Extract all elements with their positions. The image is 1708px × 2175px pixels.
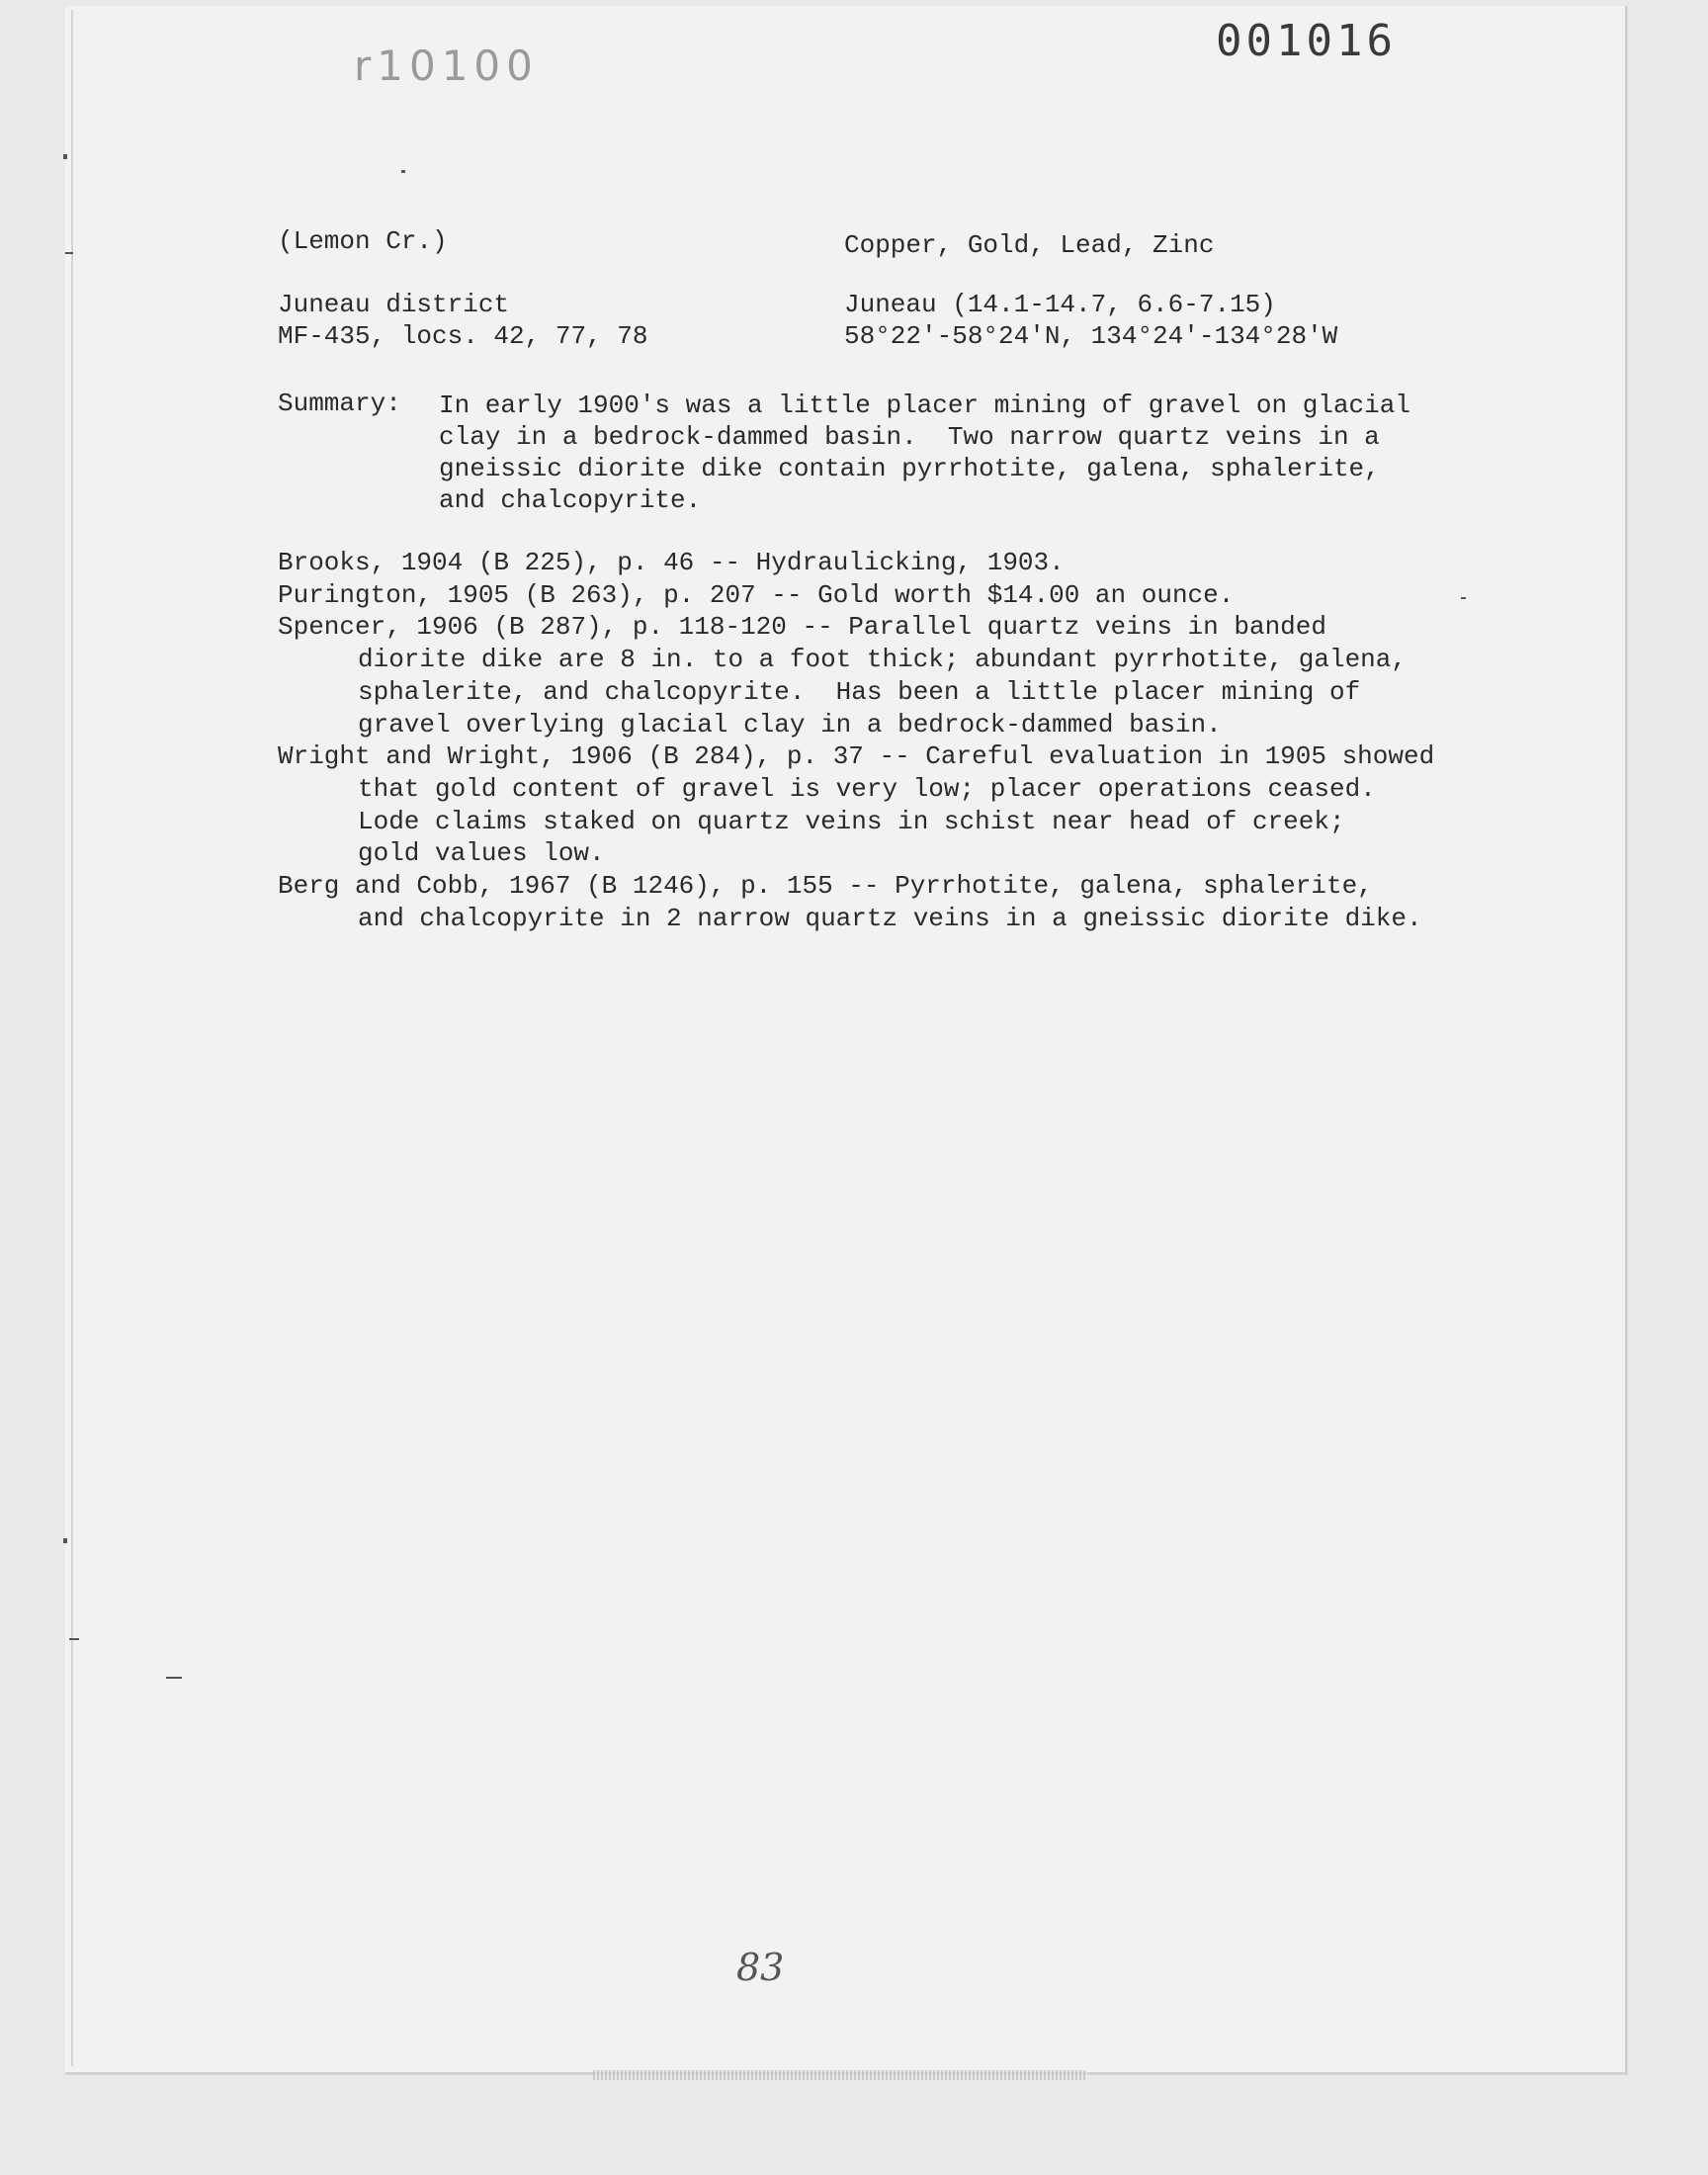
scan-speck xyxy=(63,154,67,159)
reference-line: Spencer, 1906 (B 287), p. 118-120 -- Parallel quartz veins in banded xyxy=(278,612,1326,642)
summary-line: clay in a bedrock-dammed basin. Two narrow quartz veins in a xyxy=(439,422,1380,452)
header-map-ref: MF-435, locs. 42, 77, 78 xyxy=(278,321,648,351)
reference-line: and chalcopyrite in 2 narrow quartz veins in a gneissic diorite dike. xyxy=(358,904,1422,933)
header-district: Juneau district xyxy=(278,290,510,319)
scan-speck xyxy=(166,1677,182,1679)
reference-line: gravel overlying glacial clay in a bedrock-dammed basin. xyxy=(358,710,1222,740)
reference-line: that gold content of gravel is very low; placer operations ceased. xyxy=(358,774,1376,804)
reference-line: diorite dike are 8 in. to a foot thick; abundant pyrrhotite, galena, xyxy=(358,645,1407,674)
scan-speck xyxy=(69,1638,79,1640)
stamp-top-left: r10100 xyxy=(354,42,539,90)
stamp-top-right: 001016 xyxy=(1216,16,1397,66)
reference-line: Brooks, 1904 (B 225), p. 46 -- Hydraulicking, 1903. xyxy=(278,548,1065,577)
summary-line: gneissic diorite dike contain pyrrhotite, galena, sphalerite, xyxy=(439,454,1380,483)
reference-line: Wright and Wright, 1906 (B 284), p. 37 -- Careful evaluation in 1905 showed xyxy=(278,741,1435,771)
scan-speck xyxy=(63,1538,67,1543)
page-number: 83 xyxy=(736,1946,785,1989)
summary-label: Summary: xyxy=(278,389,401,418)
reference-line: sphalerite, and chalcopyrite. Has been a little placer mining of xyxy=(358,677,1361,707)
reference-line: Lode claims staked on quartz veins in schist near head of creek; xyxy=(358,807,1345,836)
reference-line: gold values low. xyxy=(358,838,605,868)
page-edge xyxy=(71,10,73,2066)
header-name: (Lemon Cr.) xyxy=(278,226,448,256)
summary-line: and chalcopyrite. xyxy=(439,485,702,515)
scan-speck xyxy=(65,252,73,254)
scan-speck xyxy=(401,170,405,173)
scan-artifact xyxy=(593,2070,1087,2080)
summary-line: In early 1900's was a little placer mining of gravel on glacial xyxy=(439,391,1410,420)
header-quadrangle: Juneau (14.1-14.7, 6.6-7.15) xyxy=(844,290,1276,319)
reference-line: Berg and Cobb, 1967 (B 1246), p. 155 -- Pyrrhotite, galena, sphalerite, xyxy=(278,871,1373,901)
reference-line: Purington, 1905 (B 263), p. 207 -- Gold worth $14.00 an ounce. xyxy=(278,580,1235,610)
scan-speck xyxy=(1461,597,1466,599)
header-coordinates: 58°22'-58°24'N, 134°24'-134°28'W xyxy=(844,321,1338,351)
header-commodities: Copper, Gold, Lead, Zinc xyxy=(844,230,1215,260)
